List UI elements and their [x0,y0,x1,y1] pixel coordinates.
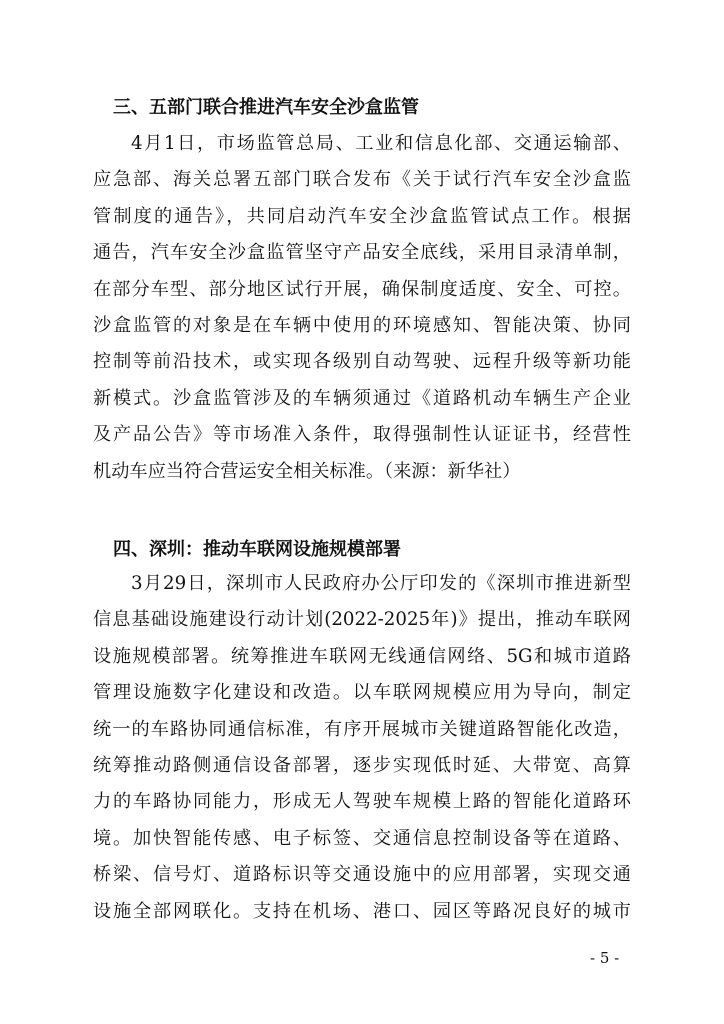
paragraph-line: 在部分车型、部分地区试行开展，确保制度适度、安全、可控。 [93,278,631,300]
paragraph-line: 设施规模部署。统筹推进车联网无线通信网络、5G和城市道路 [93,645,631,667]
paragraph-line: 管制度的通告》，共同启动汽车安全沙盒监管试点工作。根据 [93,205,631,227]
paragraph-line: 机动车应当符合营运安全相关标准。（来源：新华社） [93,460,521,482]
page-number: - 5 - [590,949,620,967]
paragraph-line: 设施全部网联化。支持在机场、港口、园区等路况良好的城市 [93,900,631,922]
paragraph-line: 及产品公告》等市场准入条件，取得强制性认证证书，经营性 [93,424,631,446]
section-3-paragraph [93,126,631,490]
section-4-heading: 四、深圳：推动车联网设施规模部署 [113,539,401,560]
section-3-heading: 三、五部门联合推进汽车安全沙盒监管 [113,97,419,118]
paragraph-line: 3月29日，深圳市人民政府办公厅印发的《深圳市推进新型 [131,573,631,594]
paragraph-line: 新模式。沙盒监管涉及的车辆须通过《道路机动车辆生产企业 [93,387,631,409]
paragraph-line: 统一的车路协同通信标准，有序开展城市关键道路智能化改造， [93,718,631,740]
paragraph-line: 桥梁、信号灯、道路标识等交通设施中的应用部署，实现交通 [93,864,631,886]
paragraph-line: 通告，汽车安全沙盒监管坚守产品安全底线，采用目录清单制， [93,242,631,264]
paragraph-line: 境。加快智能传感、电子标签、交通信息控制设备等在道路、 [93,827,631,849]
paragraph-line: 力的车路协同能力，形成无人驾驶车规模上路的智能化道路环 [93,791,631,813]
paragraph-line: 管理设施数字化建设和改造。以车联网规模应用为导向，制定 [93,682,631,704]
paragraph-line: 应急部、海关总署五部门联合发布《关于试行汽车安全沙盒监 [93,169,631,191]
paragraph-line: 统筹推动路侧通信设备部署，逐步实现低时延、大带宽、高算 [93,754,631,776]
paragraph-line: 信息基础设施建设行动计划(2022-2025年)》提出，推动车联网 [93,609,631,631]
section-4-paragraph [93,566,631,930]
paragraph-line: 沙盒监管的对象是在车辆中使用的环境感知、智能决策、协同 [93,314,631,336]
paragraph-line: 4月1日，市场监管总局、工业和信息化部、交通运输部、 [131,133,631,154]
paragraph-line: 控制等前沿技术，或实现各级别自动驾驶、远程升级等新功能 [93,351,631,373]
